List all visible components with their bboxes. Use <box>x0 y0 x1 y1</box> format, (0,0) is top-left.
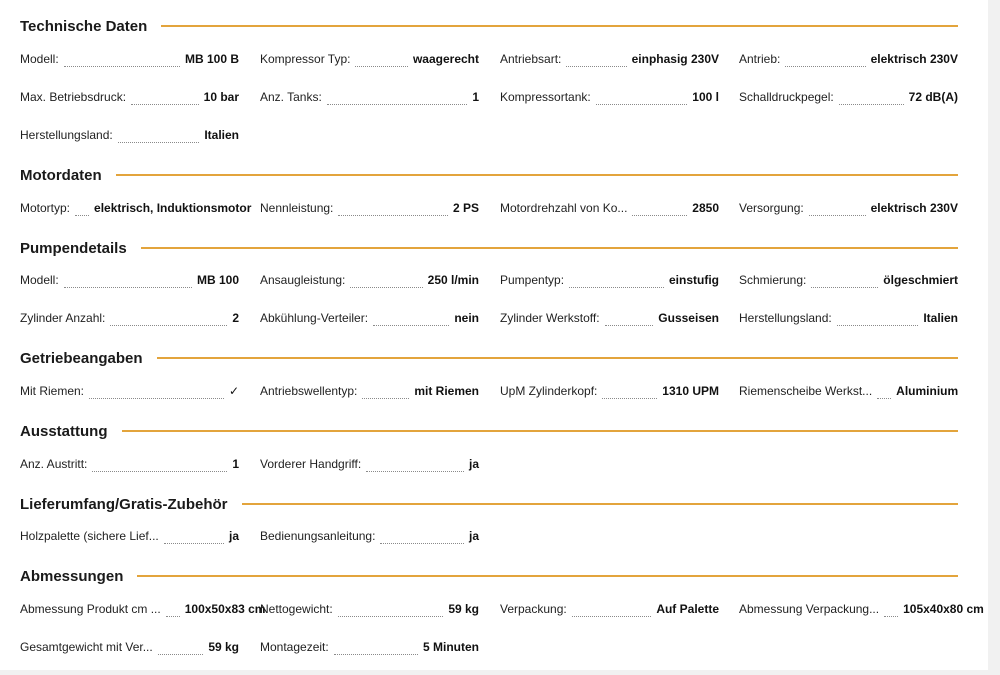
dotted-leader <box>355 66 407 67</box>
spec-value: 72 dB(A) <box>908 90 958 104</box>
spec-label: Herstellungsland: <box>739 311 832 325</box>
section-header <box>20 15 958 37</box>
section-header <box>20 237 958 259</box>
spec-item-upm-zylinderkopf <box>500 382 719 400</box>
spec-item-riemenscheibe-werkstoff <box>739 382 958 400</box>
dotted-leader <box>64 66 180 67</box>
dotted-leader <box>884 616 898 617</box>
section-title: Getriebeangaben <box>20 349 143 367</box>
spec-item-montagezeit <box>260 638 479 656</box>
dotted-leader <box>110 325 227 326</box>
spec-value: Italien <box>923 311 958 325</box>
section-title: Abmessungen <box>20 567 124 585</box>
spec-label: Schmierung: <box>739 273 807 287</box>
dotted-leader <box>877 398 891 399</box>
spec-value: 59 kg <box>448 602 479 616</box>
section-ausstattung <box>20 420 958 471</box>
section-divider <box>122 430 959 432</box>
spec-item-nettogewicht <box>260 600 479 618</box>
section-divider <box>141 247 958 249</box>
dotted-leader <box>338 215 448 216</box>
spec-item-herstellungsland <box>20 126 239 144</box>
spec-row <box>20 638 958 656</box>
spec-item-kompressor-typ <box>260 50 479 68</box>
spec-label: Gesamtgewicht mit Ver... <box>20 640 153 654</box>
checkmark-icon: ✓ <box>228 384 239 398</box>
spec-value: 2850 <box>692 201 719 215</box>
spec-row <box>20 455 958 473</box>
spec-label: Kompressor Typ: <box>260 52 351 66</box>
spec-label: Verpackung: <box>500 602 567 616</box>
spec-item-versorgung <box>739 199 958 217</box>
spec-item-abkuehlung-verteiler <box>260 309 479 327</box>
spec-label: Riemenscheibe Werkst... <box>739 384 873 398</box>
section-divider <box>116 174 958 176</box>
dotted-leader <box>362 398 409 399</box>
dotted-leader <box>334 654 418 655</box>
spec-item-max-betriebsdruck <box>20 88 239 106</box>
spec-value: 100 l <box>692 90 719 104</box>
spec-label: Mit Riemen: <box>20 384 85 398</box>
dotted-leader <box>327 104 468 105</box>
spec-label: Modell: <box>20 273 59 287</box>
spec-value: 10 bar <box>203 90 239 104</box>
spec-item-zylinder-anzahl <box>20 309 239 327</box>
section-technische-daten <box>20 15 958 142</box>
spec-value: MB 100 B <box>184 52 239 66</box>
spec-label: Antriebswellentyp: <box>260 384 358 398</box>
spec-value: Auf Palette <box>656 602 719 616</box>
section-title: Motordaten <box>20 166 102 184</box>
section-title: Lieferumfang/Gratis-Zubehör <box>20 495 228 513</box>
spec-row <box>20 600 984 618</box>
spec-label: Motordrehzahl von Ko... <box>500 201 628 215</box>
dotted-leader <box>839 104 904 105</box>
spec-value: Gusseisen <box>658 311 719 325</box>
spec-item-bedienungsanleitung <box>260 527 479 545</box>
dotted-leader <box>632 215 687 216</box>
dotted-leader <box>837 325 919 326</box>
section-header <box>20 565 958 587</box>
spec-label: Nettogewicht: <box>260 602 333 616</box>
spec-value: 5 Minuten <box>423 640 479 654</box>
spec-row <box>20 126 958 144</box>
spec-label: Holzpalette (sichere Lief... <box>20 529 159 543</box>
dotted-leader <box>605 325 654 326</box>
dotted-leader <box>785 66 865 67</box>
section-divider <box>161 25 958 27</box>
spec-row <box>20 271 958 289</box>
spec-value: mit Riemen <box>414 384 479 398</box>
spec-item-modell <box>20 50 239 68</box>
spec-row <box>20 309 958 327</box>
spec-value: elektrisch 230V <box>870 52 958 66</box>
spec-value: einstufig <box>669 273 719 287</box>
section-divider <box>157 357 958 359</box>
spec-value: MB 100 <box>196 273 239 287</box>
section-divider <box>242 503 958 505</box>
section-motordaten <box>20 164 958 215</box>
spec-item-antrieb <box>739 50 958 68</box>
dotted-leader <box>118 142 200 143</box>
spec-label: Montagezeit: <box>260 640 329 654</box>
dotted-leader <box>373 325 449 326</box>
spec-item-mit-riemen <box>20 382 239 400</box>
dotted-leader <box>572 616 652 617</box>
section-abmessungen <box>20 565 984 654</box>
spec-item-kompressortank <box>500 88 719 106</box>
spec-value: waagerecht <box>412 52 479 66</box>
section-header <box>20 493 958 515</box>
spec-label: Modell: <box>20 52 59 66</box>
spec-item-holzpalette <box>20 527 239 545</box>
dotted-leader <box>75 215 89 216</box>
spec-label: Bedienungsanleitung: <box>260 529 376 543</box>
section-lieferumfang <box>20 493 958 543</box>
spec-label: Kompressortank: <box>500 90 591 104</box>
spec-item-schmierung <box>739 271 958 289</box>
spec-label: Abkühlung-Verteiler: <box>260 311 369 325</box>
spec-item-anz-austritt <box>20 455 239 473</box>
spec-value: elektrisch, Induktionsmotor <box>94 201 252 215</box>
spec-value: 59 kg <box>208 640 239 654</box>
spec-label: Motortyp: <box>20 201 71 215</box>
dotted-leader <box>92 471 227 472</box>
dotted-leader <box>809 215 866 216</box>
spec-value: 100x50x83 cm <box>184 602 266 616</box>
spec-value: 105x40x80 cm <box>903 602 984 616</box>
spec-item-pumpentyp <box>500 271 719 289</box>
section-getriebeangaben <box>20 347 959 398</box>
spec-item-gesamtgewicht <box>20 638 239 656</box>
spec-item-motortyp <box>20 199 252 217</box>
spec-value: ja <box>468 457 479 471</box>
section-title: Pumpendetails <box>20 239 127 257</box>
dotted-leader <box>166 616 180 617</box>
spec-item-motordrehzahl <box>500 199 719 217</box>
spec-label: Zylinder Anzahl: <box>20 311 106 325</box>
section-pumpendetails <box>20 237 958 325</box>
spec-item-zylinder-werkstoff <box>500 309 719 327</box>
spec-label: Antriebsart: <box>500 52 562 66</box>
section-title: Ausstattung <box>20 422 108 440</box>
spec-value: 1 <box>232 457 239 471</box>
spec-value: ölgeschmiert <box>883 273 958 287</box>
spec-item-nennleistung <box>260 199 479 217</box>
spec-value: ja <box>228 529 239 543</box>
spec-label: Abmessung Verpackung... <box>739 602 880 616</box>
dotted-leader <box>366 471 464 472</box>
spec-item-pumpe-herstellungsland <box>739 309 958 327</box>
dotted-leader <box>566 66 626 67</box>
spec-value: nein <box>454 311 479 325</box>
dotted-leader <box>380 543 464 544</box>
spec-item-verpackung <box>500 600 719 618</box>
spec-item-anz-tanks <box>260 88 479 106</box>
spec-value: 2 <box>232 311 239 325</box>
spec-row <box>20 50 958 68</box>
spec-value: elektrisch 230V <box>870 201 958 215</box>
spec-value: Italien <box>204 128 239 142</box>
section-header <box>20 164 958 186</box>
spec-label: Ansaugleistung: <box>260 273 346 287</box>
spec-value: einphasig 230V <box>631 52 719 66</box>
spec-label: Herstellungsland: <box>20 128 113 142</box>
spec-label: UpM Zylinderkopf: <box>500 384 598 398</box>
spec-row <box>20 382 958 400</box>
spec-label: Pumpentyp: <box>500 273 565 287</box>
spec-item-ansaugleistung <box>260 271 479 289</box>
spec-item-schalldruckpegel <box>739 88 958 106</box>
spec-label: Antrieb: <box>739 52 781 66</box>
spec-label: Nennleistung: <box>260 201 334 215</box>
section-header <box>20 420 958 442</box>
spec-item-antriebswellentyp <box>260 382 479 400</box>
spec-item-abmessung-produkt <box>20 600 266 618</box>
dotted-leader <box>350 287 422 288</box>
spec-row <box>20 527 958 545</box>
spec-value: Aluminium <box>896 384 959 398</box>
spec-item-abmessung-verpackung <box>739 600 984 618</box>
dotted-leader <box>811 287 878 288</box>
spec-label: Anz. Austritt: <box>20 457 88 471</box>
dotted-leader <box>89 398 224 399</box>
section-header <box>20 347 958 369</box>
spec-item-antriebsart <box>500 50 719 68</box>
spec-item-vorderer-handgriff <box>260 455 479 473</box>
section-title: Technische Daten <box>20 17 148 35</box>
section-divider <box>137 575 958 577</box>
dotted-leader <box>158 654 204 655</box>
spec-row <box>20 88 958 106</box>
dotted-leader <box>164 543 224 544</box>
spec-value: ja <box>468 529 479 543</box>
spec-value: 2 PS <box>452 201 479 215</box>
spec-row <box>20 199 958 217</box>
spec-label: Anz. Tanks: <box>260 90 322 104</box>
spec-value: 1310 UPM <box>662 384 719 398</box>
spec-label: Schalldruckpegel: <box>739 90 834 104</box>
spec-label: Zylinder Werkstoff: <box>500 311 600 325</box>
dotted-leader <box>602 398 657 399</box>
dotted-leader <box>569 287 664 288</box>
spec-value: 250 l/min <box>427 273 479 287</box>
spec-value: 1 <box>472 90 479 104</box>
spec-label: Versorgung: <box>739 201 804 215</box>
dotted-leader <box>131 104 199 105</box>
spec-label: Max. Betriebsdruck: <box>20 90 127 104</box>
spec-label: Abmessung Produkt cm ... <box>20 602 161 616</box>
dotted-leader <box>64 287 192 288</box>
dotted-leader <box>596 104 688 105</box>
spec-item-pumpe-modell <box>20 271 239 289</box>
dotted-leader <box>338 616 444 617</box>
spec-label: Vorderer Handgriff: <box>260 457 362 471</box>
